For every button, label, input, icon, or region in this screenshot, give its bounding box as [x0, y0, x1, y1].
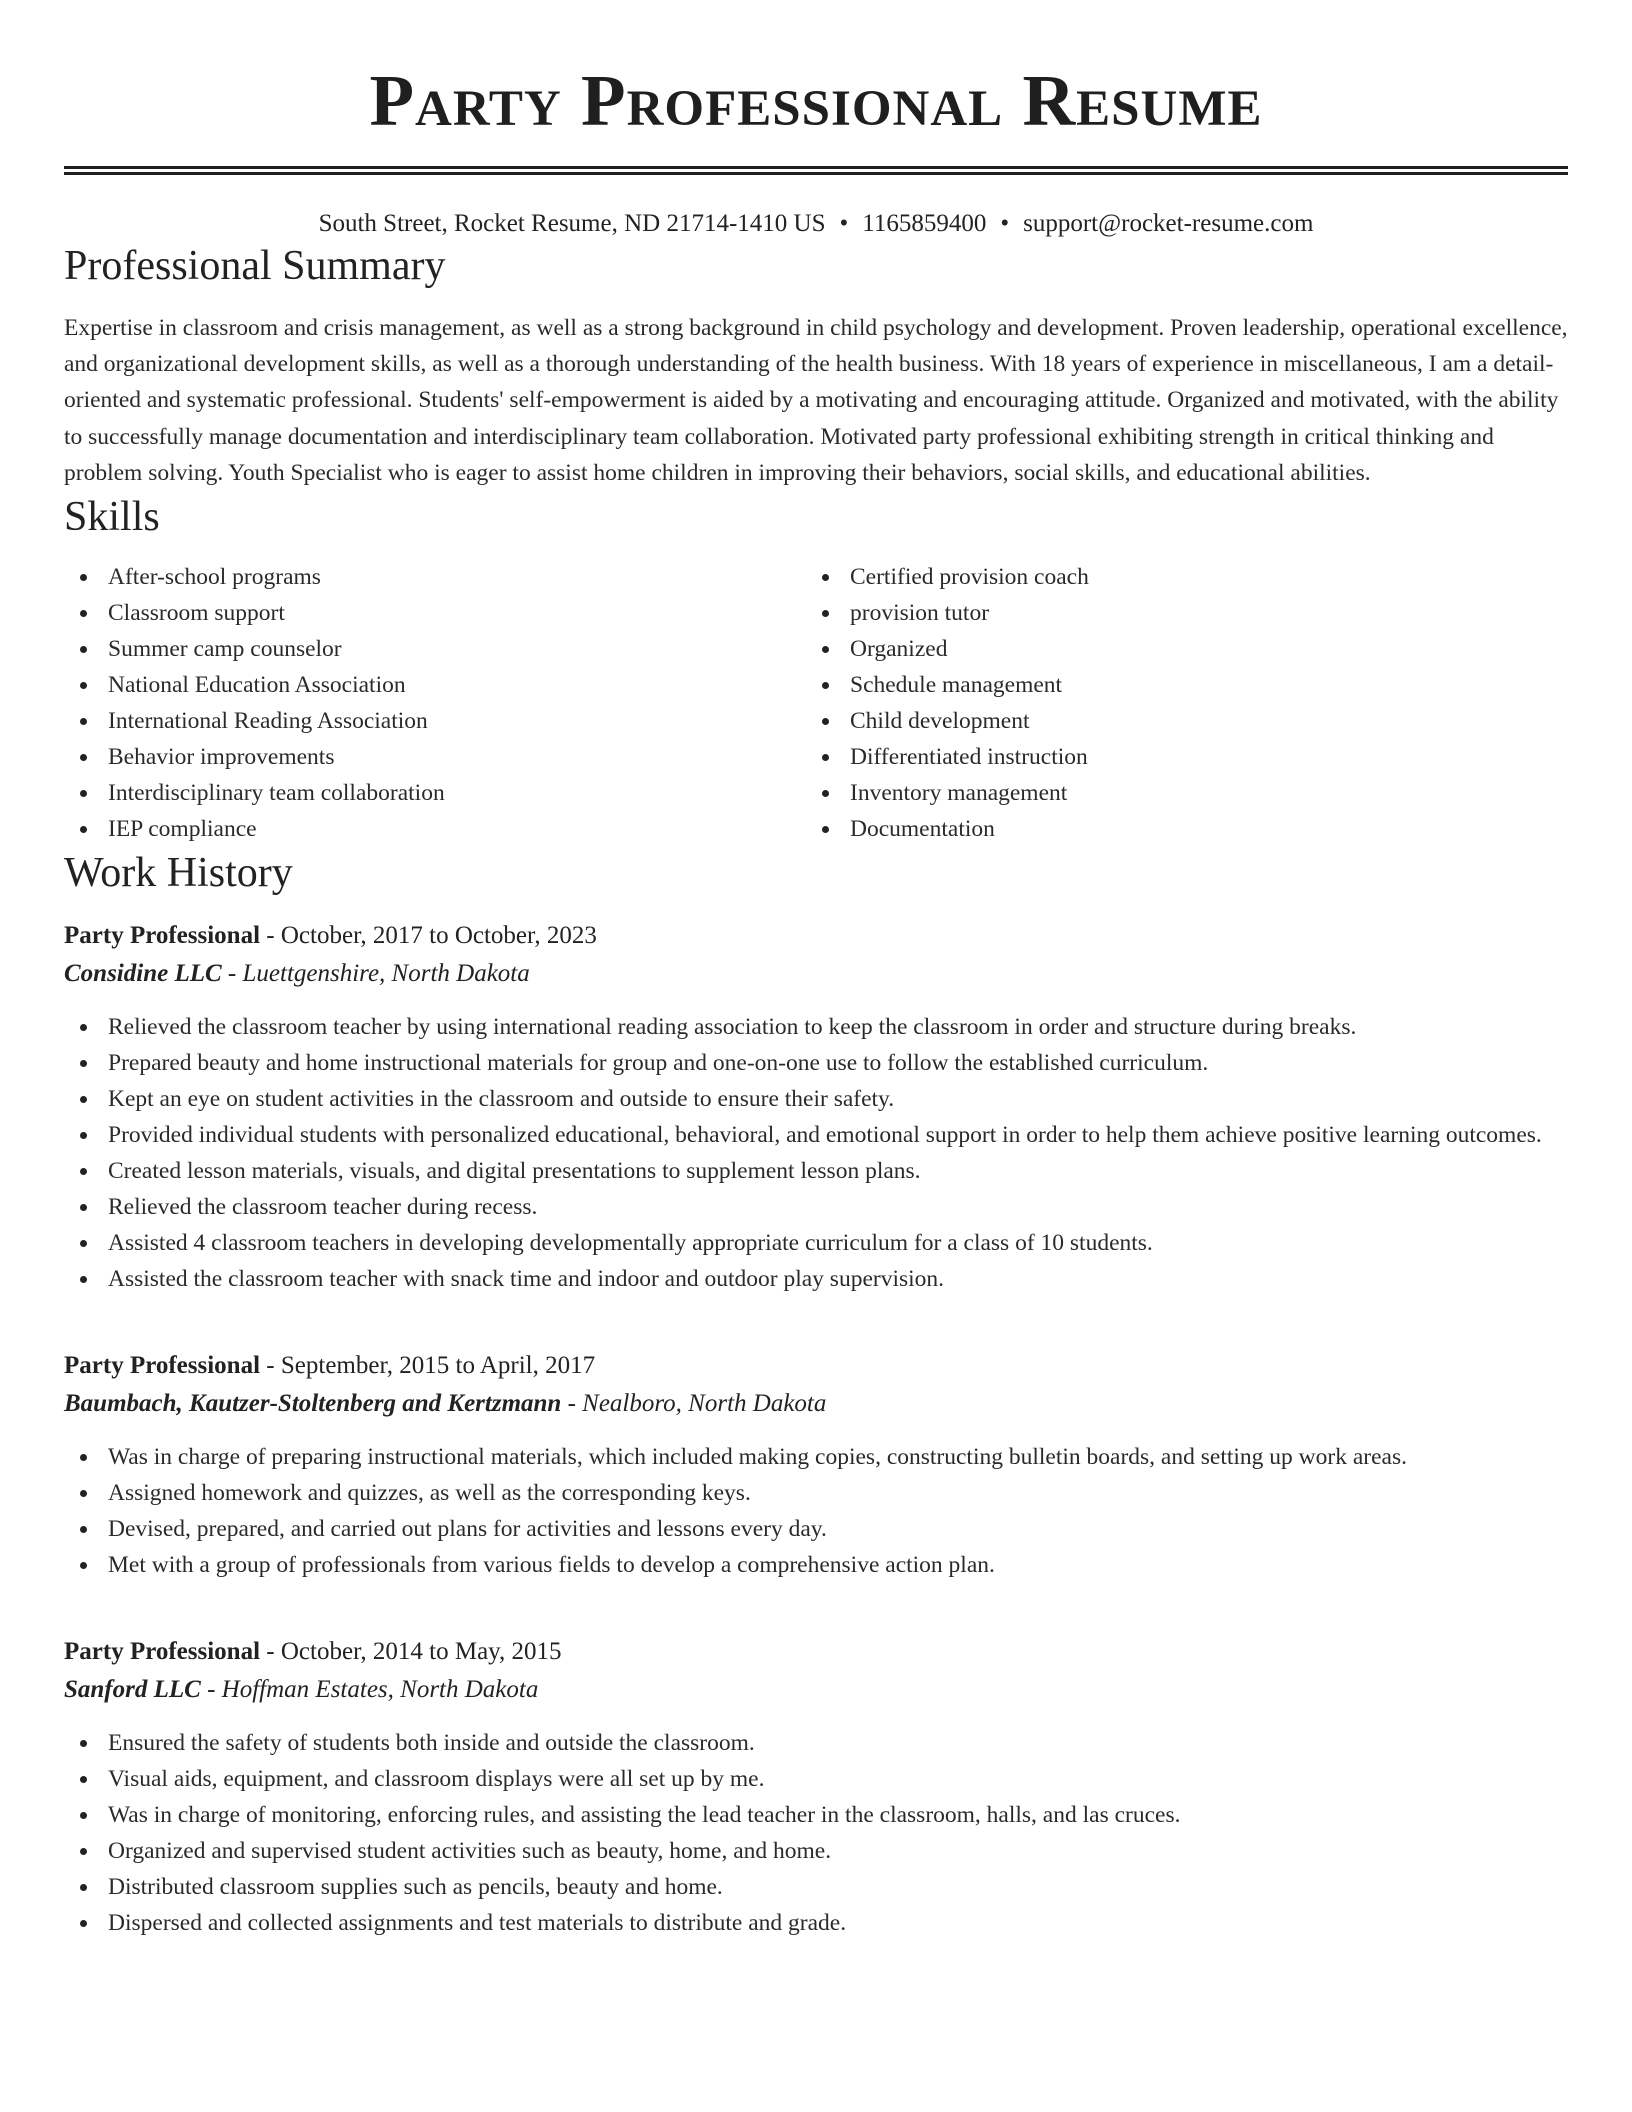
job-location: Hoffman Estates, North Dakota: [221, 1676, 539, 1704]
skill-item: Behavior improvements: [64, 739, 806, 775]
job-title-line: Party Professional - October, 2014 to May, 2015: [64, 1638, 562, 1666]
job-duty: Ensured the safety of students both inside and outside the classroom.: [64, 1725, 1568, 1761]
job-duty: Kept an eye on student activities in the classroom and outside to ensure their safety.: [64, 1081, 1568, 1117]
job-duty: Assisted the classroom teacher with snack time and indoor and outdoor play supervision.: [64, 1261, 1568, 1297]
skill-item: Certified provision coach: [806, 559, 1548, 595]
skills-list: [64, 559, 1568, 847]
skills-column-right: [806, 559, 1548, 847]
job-duty: Prepared beauty and home instructional materials for group and one-on-one use to follow the established curriculum.: [64, 1045, 1568, 1081]
contact-phone: 1165859400: [862, 210, 987, 237]
job-duty: Created lesson materials, visuals, and digital presentations to supplement lesson plans.: [64, 1153, 1568, 1189]
skills-column-left: [64, 559, 806, 847]
job-duty: Visual aids, equipment, and classroom displays were all set up by me.: [64, 1761, 1568, 1797]
job-duty: Met with a group of professionals from various fields to develop a comprehensive action plan.: [64, 1547, 1568, 1583]
job-duty: Provided individual students with personalized educational, behavioral, and emotional support in order to help them achieve positive learning outcomes.: [64, 1117, 1568, 1153]
skill-item: Summer camp counselor: [64, 631, 806, 667]
job-location: Nealboro, North Dakota: [582, 1390, 827, 1418]
skill-item: Organized: [806, 631, 1548, 667]
job-dates: October, 2014 to May, 2015: [280, 1638, 562, 1666]
skill-item: Classroom support: [64, 595, 806, 631]
job-company-line: Sanford LLC - Hoffman Estates, North Dakota: [64, 1676, 539, 1704]
job-entry: [64, 1633, 1568, 1941]
skill-item: Interdisciplinary team collaboration: [64, 775, 806, 811]
job-duty: Was in charge of preparing instructional materials, which included making copies, constructing bulletin boards, and setting up work areas.: [64, 1439, 1568, 1475]
job-location: Luettgenshire, North Dakota: [242, 960, 530, 988]
job-duty: Distributed classroom supplies such as pencils, beauty and home.: [64, 1869, 1568, 1905]
job-duty: Relieved the classroom teacher by using international reading association to keep the classroom in order and structure during breaks.: [64, 1009, 1568, 1045]
skill-item: Child development: [806, 703, 1548, 739]
job-title-line: Party Professional - September, 2015 to April, 2017: [64, 1352, 596, 1380]
job-entry: [64, 1347, 1568, 1583]
job-duties: [64, 1725, 1568, 1941]
job-title-line: Party Professional - October, 2017 to October, 2023: [64, 922, 597, 950]
job-duty: Devised, prepared, and carried out plans for activities and lessons every day.: [64, 1511, 1568, 1547]
skills-heading: Skills: [64, 494, 160, 541]
job-duty: Dispersed and collected assignments and test materials to distribute and grade.: [64, 1905, 1568, 1941]
job-company-line: Baumbach, Kautzer-Stoltenberg and Kertzmann - Nealboro, North Dakota: [64, 1390, 827, 1418]
job-company: Considine LLC: [64, 960, 222, 988]
skill-item: Documentation: [806, 811, 1548, 847]
contact-line: [64, 208, 1568, 240]
skill-item: provision tutor: [806, 595, 1548, 631]
summary-text: Expertise in classroom and crisis management, as well as a strong background in child psychology and development. Proven leadership, operational excellence, and organizational development skills, as well as a thorough understanding of the health business. With 18 years of experience in miscellaneous, I am a detail-oriented and systematic professional. Students' self-empowerment is aided by a motivating and encouraging attitude. Organized and motivated, with the ability to successfully manage documentation and interdisciplinary team collaboration. Motivated party professional exhibiting strength in critical thinking and problem solving. Youth Specialist who is eager to assist home children in improving their behaviors, social skills, and educational abilities.: [64, 315, 1568, 486]
job-dates: September, 2015 to April, 2017: [280, 1352, 596, 1380]
job-role: Party Professional: [64, 922, 261, 950]
job-dates: October, 2017 to October, 2023: [280, 922, 597, 950]
job-role: Party Professional: [64, 1352, 261, 1380]
job-role: Party Professional: [64, 1638, 261, 1666]
work-history-heading: Work History: [64, 850, 293, 897]
resume-title: Party Professional Resume: [369, 60, 1263, 141]
job-company-line: Considine LLC - Luettgenshire, North Dakota: [64, 960, 530, 988]
title-divider: [64, 166, 1568, 175]
skill-item: Inventory management: [806, 775, 1548, 811]
job-duty: Assigned homework and quizzes, as well as the corresponding keys.: [64, 1475, 1568, 1511]
skill-item: After-school programs: [64, 559, 806, 595]
job-company: Baumbach, Kautzer-Stoltenberg and Kertzmann: [64, 1390, 562, 1418]
contact-separator: •: [839, 210, 849, 237]
summary-heading: Professional Summary: [64, 243, 446, 289]
contact-separator: •: [1000, 210, 1010, 237]
skill-item: Schedule management: [806, 667, 1548, 703]
skill-item: IEP compliance: [64, 811, 806, 847]
job-entry: [64, 917, 1568, 1297]
skill-item: National Education Association: [64, 667, 806, 703]
job-duty: Relieved the classroom teacher during recess.: [64, 1189, 1568, 1225]
job-duty: Was in charge of monitoring, enforcing rules, and assisting the lead teacher in the classroom, halls, and las cruces.: [64, 1797, 1568, 1833]
contact-email: support@rocket-resume.com: [1023, 210, 1314, 237]
job-duties: [64, 1009, 1568, 1297]
skill-item: International Reading Association: [64, 703, 806, 739]
skill-item: Differentiated instruction: [806, 739, 1548, 775]
contact-address: South Street, Rocket Resume, ND 21714-1410 US: [318, 210, 826, 237]
job-duties: [64, 1439, 1568, 1583]
job-duty: Assisted 4 classroom teachers in developing developmentally appropriate curriculum for a class of 10 students.: [64, 1225, 1568, 1261]
job-company: Sanford LLC: [64, 1676, 201, 1704]
job-duty: Organized and supervised student activities such as beauty, home, and home.: [64, 1833, 1568, 1869]
